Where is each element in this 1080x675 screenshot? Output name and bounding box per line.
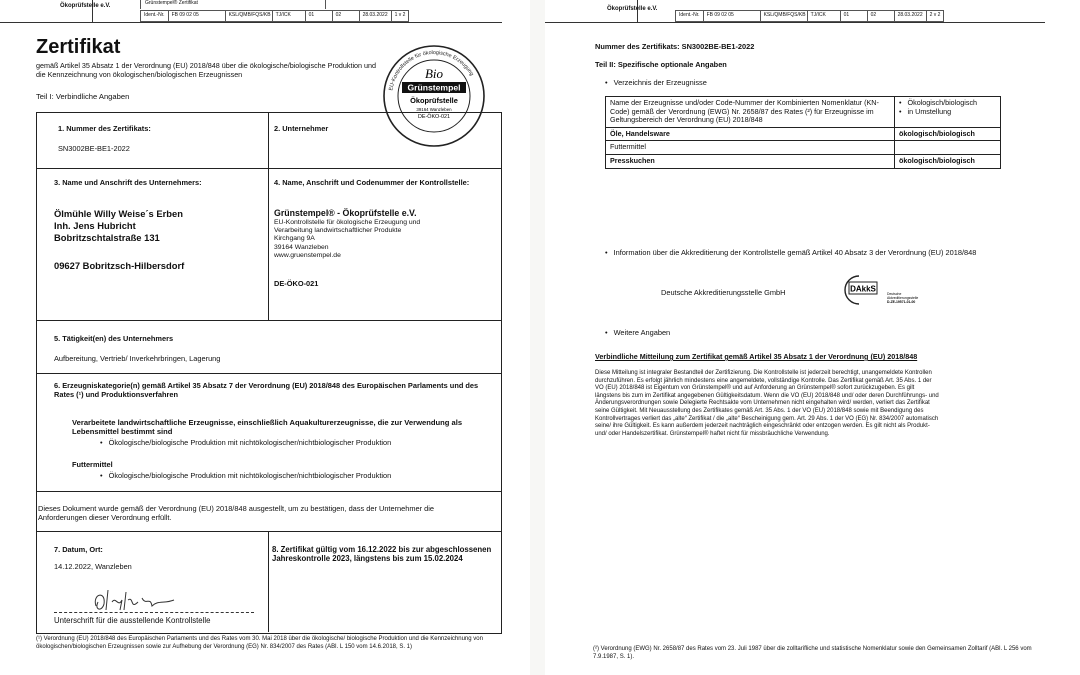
certificate-page-1 (0, 0, 530, 675)
stamp-name: Grünstempel (407, 82, 461, 93)
field-1-label: 1. Nummer des Zertifikats: (58, 124, 151, 133)
header-cell: 28.03.2022 (360, 11, 392, 21)
header-cell: 1 v 2 (394, 12, 406, 18)
product-status: ökologisch/biologisch (895, 127, 1001, 141)
stamp-town: 39164 Wanzleben (416, 107, 452, 112)
certificate-page-2 (545, 0, 1080, 675)
header-org: Ökoprüfstelle e.V. (60, 3, 111, 9)
field-7-label: 7. Datum, Ort: (54, 545, 103, 554)
footnote-2: (²) Verordnung (EWG) Nr. 2658/87 des Rates vom 23. Juli 1987 über die zolltarifliche und statistische Nomenklatur sowie den Gemeinsamen Zolltarif (ABl. L 256 vom 7.9.1987, S. 1). (593, 646, 1032, 660)
footnote-1: (¹) Verordnung (EU) 2018/848 des Europäischen Parlaments und des Rates vom 30. Mai 2018 über die ökologische/ biologische Produktion und die Kennzeichnung von ökologischen/biologischen Erzeugnissen sowie zur Aufhebung der Verordnung (EG) Nr. 834/2007 des Rates (ABl. L 150 vom 14.6.2018, S. 1) (36, 636, 483, 650)
control-body-line: 39164 Wanzleben (274, 243, 329, 251)
dakks-logo-line1: Deutsche (887, 292, 902, 296)
header-cell: Ident.-Nr. (676, 11, 704, 21)
field-4-label: 4. Name, Anschrift und Codenummer der Kontrollstelle: (274, 178, 470, 187)
product-list-title: • Verzeichnis der Erzeugnisse (605, 78, 707, 87)
header-cell: KSL/QMB/FQS/KB (226, 11, 273, 21)
control-body-line: Kirchgang 9A (274, 235, 315, 243)
dakks-logo-text: DAkkS (850, 284, 876, 294)
grid-divider (268, 112, 269, 320)
category-1: Verarbeitete landwirtschaftliche Erzeugnisse, einschließlich Aquakulturerzeugnisse, die zur Verwendung als Lebensmittel bestimmt sind (72, 418, 463, 436)
header-cell: KSL/QMB/FQS/KB (761, 11, 808, 21)
header-cell: FB 09 02 05 (704, 11, 761, 21)
field-2-label: 2. Unternehmer (274, 124, 329, 133)
certificate-number: SN3002BE-BE1-2022 (58, 144, 130, 153)
notice-line: VO (EU) 2018/848 ist Eigentum von Grünstempel® und auf Anforderung an Grünstempel® sofort zurückzugeben. Es gilt (595, 385, 915, 392)
notice-line: seine Gültigkeit. Mit Neuausstellung des Zertifikates gemäß Art. 35 Abs. 1 der VO (EU) 2018/848 sowie mit Beendigung des (595, 407, 924, 414)
product-name: Öle, Handelsware (606, 127, 895, 141)
product-status: ökologisch/biologisch (895, 154, 1001, 168)
validity-period: 8. Zertifikat gültig vom 16.12.2022 bis zur abgeschlossenen Jahreskontrolle 2023, längstens bis zum 15.02.2024 (272, 545, 492, 563)
category-2: Futtermittel (72, 460, 113, 469)
product-status (895, 141, 1001, 155)
field-3-label: 3. Name und Anschrift des Unternehmers: (54, 178, 202, 187)
accreditation-body: Deutsche Akkreditierungsstelle GmbH (661, 288, 786, 297)
header-cell: 01 (841, 11, 868, 21)
header-cell: TJ/ICK (808, 11, 841, 21)
operator-street: Bobritzschtalstraße 131 (54, 232, 160, 243)
control-body-line: Verarbeitung landwirtschaftlicher Produkte (274, 227, 402, 235)
stamp-ring-text: EU-Kontrollstelle für ökologische Erzeugung (388, 49, 475, 92)
field-6-label: 6. Erzeugniskategorie(n) gemäß Artikel 35 Absatz 7 der Verordnung (EU) 2018/848 des Europäischen Parlaments und des Rates (¹) und Produktionsverfahren (54, 381, 479, 399)
stamp-code: DE-ÖKO-021 (417, 114, 451, 120)
certificate-number-line: Nummer des Zertifikats: SN3002BE-BE1-2022 (595, 42, 755, 51)
issue-date-place: 14.12.2022, Wanzleben (54, 562, 132, 571)
notice-line: Kontrollvertrages verliert das „alte“ Zertifikat / die „alte“ Bescheinigung gem. Art. 29 Abs. 1 der VO (EG) Nr. 834/2007 automatisch (595, 415, 939, 422)
grid-divider (36, 168, 501, 169)
operator-address (54, 208, 183, 244)
operator-name: Ölmühle Willy Weise´s Erben (54, 208, 183, 219)
field-5-label: 5. Tätigkeit(en) des Unternehmers (54, 334, 174, 343)
product-name: Futtermittel (606, 141, 895, 155)
option-organic: • Ökologisch/biologisch (899, 99, 996, 108)
section-title: Teil II: Spezifische optionale Angaben (595, 60, 727, 69)
grid-divider (36, 373, 501, 374)
header-meta-row (675, 10, 944, 22)
control-body-name: Grünstempel® - Ökoprüfstelle e.V. (274, 208, 417, 218)
table-row (606, 141, 1001, 155)
table-row (606, 154, 1001, 168)
grid-divider (36, 320, 501, 321)
notice-line: längstens bis zum im Zertifikat angegebenen Gültigkeitsdatum. Wenn die VO (EU) 2018/848 und/ oder deren Durchführungs- und (595, 392, 939, 399)
products-table-head-options (895, 97, 1001, 128)
operator-city: 09627 Bobritzsch-Hilbersdorf (54, 260, 185, 271)
accreditation-info: • Information über die Akkreditierung der Kontrollstelle gemäß Artikel 40 Absatz 3 der Verordnung (EU) 2018/848 (605, 248, 1025, 257)
section-title: Teil I: Verbindliche Angaben (36, 92, 130, 101)
grid-divider (268, 531, 269, 632)
header-org: Ökoprüfstelle e.V. (607, 6, 658, 12)
header-cell: 2 v 2 (929, 12, 941, 18)
control-body-address (274, 219, 420, 260)
header-cell: Ident.-Nr. (141, 11, 169, 21)
header-cell: 02 (333, 11, 360, 21)
header-cell: 28.03.2022 (895, 11, 927, 21)
stamp-bio: Bio (424, 66, 444, 81)
table-row (606, 127, 1001, 141)
category-2-method: • Ökologische/biologische Produktion mit nichtökologischer/nichtbiologischer Produktion (100, 471, 391, 480)
dakks-logo-line2: Akkreditierungsstelle (887, 296, 919, 300)
header-meta-row (140, 10, 409, 22)
category-1-method: • Ökologische/biologische Produktion mit nichtökologischer/nichtbiologischer Produktion (100, 438, 391, 447)
notice-text (595, 370, 1035, 438)
dakks-logo (843, 272, 925, 308)
document-header (545, 0, 1045, 23)
notice-line: Änderungsverordnungen sowie Delegierte Rechtsakte vom Unternehmen nicht eingehalten wird/ werden, verliert das Zertifikat (595, 400, 930, 407)
control-body-website: www.gruenstempel.de (274, 251, 341, 259)
activities: Aufbereitung, Vertrieb/ Inverkehrbringen, Lagerung (54, 354, 221, 363)
notice-title: Verbindliche Mitteilung zum Zertifikat gemäß Artikel 35 Absatz 1 der Verordnung (EU) 2018/848 (595, 352, 918, 361)
header-cell: 01 (306, 11, 333, 21)
header-cell: TJ/ICK (273, 11, 306, 21)
notice-line: Diese Mitteilung ist integraler Bestandteil der Zertifizierung. Die Kontrollstelle ist jederzeit berechtigt, unangemeldete Kontrollen (595, 370, 932, 376)
header-top-cell: Grünstempel® Zertifikat (140, 0, 326, 9)
control-body-line: EU-Kontrollstelle für ökologische Erzeugung und (274, 219, 421, 226)
document-subtitle: gemäß Artikel 35 Absatz 1 der Verordnung (EU) 2018/848 über die ökologische/biologische Produktion und die Kennzeichnung von ökologischen/biologischen Erzeugnissen (36, 61, 377, 79)
products-table-head-cell: Name der Erzeugnisse und/oder Code-Nummer der Kombinierten Nomenklatur (KN-Code) gemäß der Verordnung (EWG) Nr. 2658/87 des Rates (²) für Erzeugnisse im Geltungsbereich der Verordnung (EU) 2018/848 (606, 97, 895, 128)
further-info: • Weitere Angaben (605, 328, 670, 337)
header-cell: FB 09 02 05 (169, 11, 226, 21)
header-cell: 02 (868, 11, 895, 21)
notice-line: und/ oder Handelszertifikat. Grünstempel® haftet nicht für missbräuchliche Verwendung. (595, 430, 830, 437)
compliance-statement: Dieses Dokument wurde gemäß der Verordnung (EU) 2018/848 ausgestellt, um zu bestätigen, dass der Unternehmer die Anforderungen dieser Verordnung erfüllt. (38, 504, 435, 522)
notice-line: durchzuführen. Es erfolgt jährlich mindestens eine angemeldete, vollständige Kontrolle. Das Zertifikat gemäß Art. 35 Abs. 1 der (595, 377, 932, 384)
document-header (0, 0, 502, 23)
product-name: Presskuchen (606, 154, 895, 168)
operator-owner: Inh. Jens Hubricht (54, 220, 136, 231)
products-table-header (606, 97, 1001, 128)
document-title: Zertifikat (36, 36, 121, 58)
dakks-logo-reg: D-ZE-19571-01-00 (887, 300, 916, 304)
signature-label: Unterschrift für die ausstellende Kontrollstelle (54, 616, 211, 625)
control-body-code: DE-ÖKO-021 (274, 279, 319, 288)
products-table (605, 96, 1001, 169)
signature-line (54, 612, 254, 613)
grid-divider (36, 491, 501, 492)
notice-line: seine/ ihre Gültigkeit. Es kann außerdem jederzeit nachträglich eingeschränkt oder entzogen werden. Es gilt nicht als Produkt- (595, 423, 930, 430)
option-conversion: • in Umstellung (899, 108, 996, 117)
stamp-sub: Ökoprüfstelle (410, 96, 458, 105)
